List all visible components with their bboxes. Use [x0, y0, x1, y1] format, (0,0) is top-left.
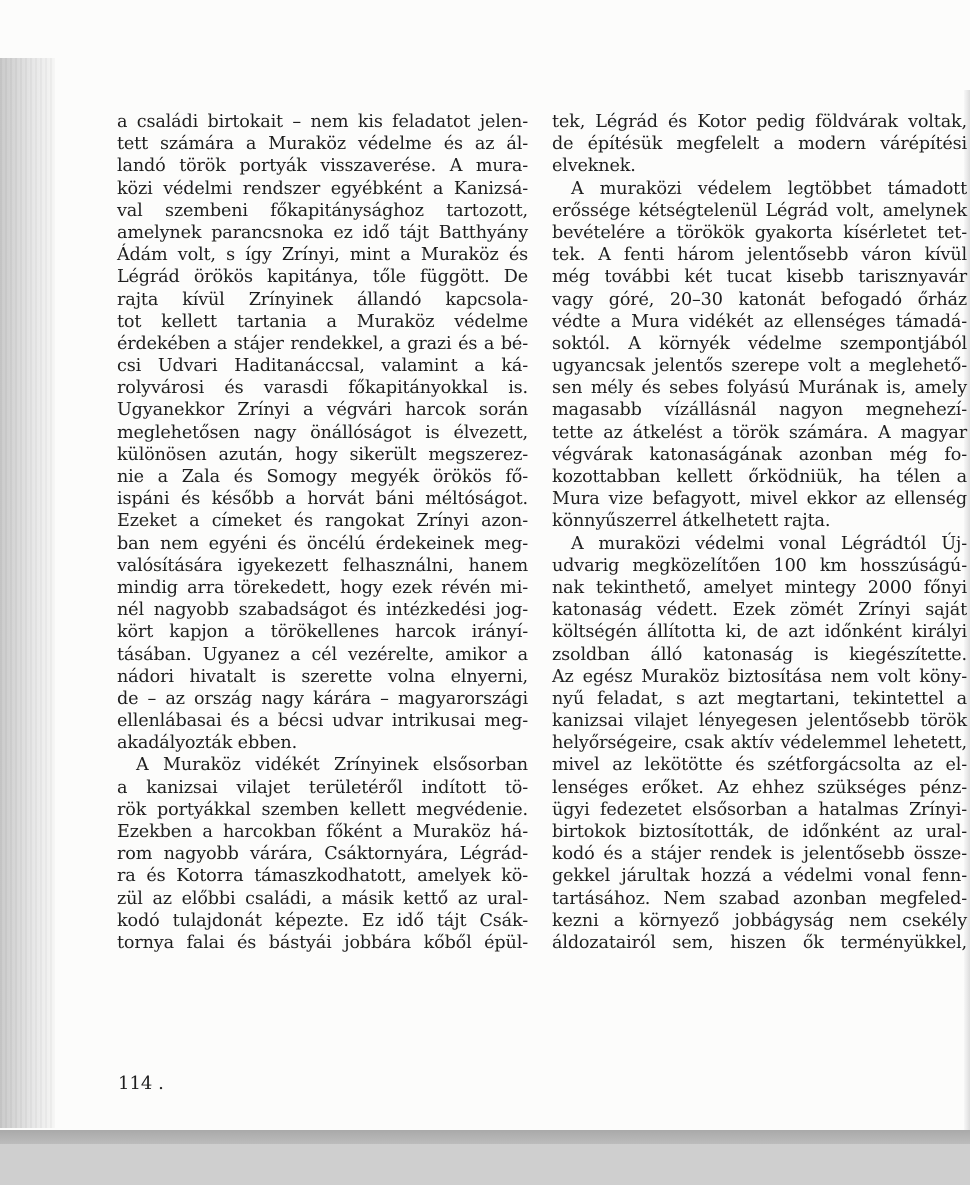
text-line: katonaság védett. Ezek zömét Zrínyi saját: [552, 600, 967, 621]
text-line: A muraközi védelmi vonal Légrádtól Új-: [571, 533, 967, 554]
text-line: könnyűszerrel átkelhetett rajta.: [552, 511, 831, 532]
text-line: mivel az lekötötte és szétforgácsolta az el-: [552, 755, 967, 776]
text-line: kezni a környező jobbágyság nem csekély: [552, 910, 967, 931]
text-line: ban nem egyéni és öncélú érdekeinek meg-: [117, 533, 528, 554]
text-line: nyű feladat, s azt megtartani, tekintettel a: [552, 688, 967, 709]
text-line: birtokok biztosították, de időnként az ural-: [552, 822, 967, 842]
text-line: nádori hivatalt is szerette volna elnyerni,: [117, 666, 528, 687]
text-line: tásában. Ugyanez a cél vezérelte, amikor a: [117, 644, 528, 665]
text-line: közi védelmi rendszer egyébként a Kanizsá-: [117, 178, 528, 199]
text-line: Ugyanekkor Zrínyi a végvári harcok során: [117, 400, 528, 421]
text-line: zül az előbbi családi, a másik kettő az ural-: [117, 888, 528, 909]
text-line: nie a Zala és Somogy megyék örökös fő-: [117, 467, 528, 487]
text-line: lenséges erőket. Az ehhez szükséges pénz-: [552, 777, 967, 798]
text-line: kört kapjon a törökellenes harcok irányí-: [117, 622, 528, 643]
text-line: ugyancsak jelentős szerepe volt a meglehető-: [552, 356, 967, 377]
text-line: Ezeket a címeket és rangokat Zrínyi azon-: [117, 511, 528, 532]
text-line: rolyvárosi és varasdi főkapitányokkal is.: [117, 378, 528, 399]
text-line: rök portyákkal szemben kellett megvédenie.: [117, 799, 528, 820]
text-line: kozottabban kellett őrködniük, ha télen a: [552, 467, 967, 487]
text-line: magasabb vízállásnál nagyon megnehezí-: [552, 400, 967, 421]
text-line: érdekében a stájer rendekkel, a grazi és a bé-: [117, 333, 528, 354]
text-line: tett számára a Muraköz védelme és az ál-: [117, 134, 528, 155]
text-line: tek, Légrád és Kotor pedig földvárak voltak,: [552, 112, 967, 132]
text-line: Légrád örökös kapitánya, tőle függött. De: [117, 267, 528, 288]
text-line: ra és Kotorra támaszkodhatott, amelyek kö-: [117, 866, 528, 887]
scan-bottom-edge: [0, 1130, 970, 1185]
text-line: áldozatairól sem, hiszen ők terményükkel,: [552, 932, 967, 953]
text-line: még további két tucat kisebb tarisznyavár: [552, 267, 967, 288]
text-line: végvárak katonaságának azonban még fo-: [552, 444, 967, 465]
text-line: tornya falai és bástyái jobbára kőből épül-: [117, 932, 528, 953]
text-line: A muraközi védelem legtöbbet támadott: [571, 178, 967, 199]
text-line: akadályozták ebben.: [117, 733, 298, 754]
text-line: erőssége kétségtelenül Légrád volt, amelynek: [552, 200, 967, 221]
text-line: landó török portyák visszaverése. A mura-: [117, 156, 528, 177]
text-line: vagy góré, 20–30 katonát befogadó őrház: [552, 289, 967, 310]
text-line: mindig arra törekedett, hogy ezek révén mi-: [117, 577, 528, 598]
text-line: de – az ország nagy kárára – magyarországi: [117, 688, 528, 709]
text-line: kodó és a stájer rendek is jelentősebb össze-: [552, 844, 967, 865]
text-line: tette az átkelést a török számára. A magyar: [552, 422, 967, 443]
left-text-column: [117, 111, 528, 954]
text-line: sen mély és sebes folyású Murának is, amely: [552, 378, 967, 399]
book-spine-shadow: [0, 58, 55, 1128]
text-line: nél nagyobb szabadságot és intézkedési jog-: [117, 600, 528, 621]
text-line: védte a Mura vidékét az ellenséges támadá-: [552, 311, 967, 332]
text-line: kodó tulajdonát képezte. Ez idő tájt Csák-: [117, 910, 528, 931]
text-line: tek. A fenti három jelentősebb váron kívül: [552, 245, 967, 266]
text-line: nak tekinthető, amelyet mintegy 2000 főnyi: [552, 577, 967, 598]
text-line: különösen azután, hogy sikerült megszerez-: [117, 444, 528, 465]
page-number: 114 .: [118, 1073, 164, 1094]
right-text-column: [552, 111, 967, 954]
text-line: költségén állította ki, de azt időnként királyi: [552, 622, 967, 643]
text-line: Az egész Muraköz biztosítása nem volt köny-: [552, 666, 967, 687]
text-line: val szembeni főkapitánysághoz tartozott,: [117, 200, 528, 221]
text-line: bevételére a törökök gyakorta kísérletet tet-: [552, 222, 967, 243]
text-line: zsoldban álló katonaság is kiegészítette.: [552, 644, 967, 665]
text-line: kanizsai vilajet lényegesen jelentősebb török: [552, 711, 967, 732]
text-line: gekkel járultak hozzá a védelmi vonal fenn-: [552, 866, 967, 887]
text-line: a családi birtokait – nem kis feladatot jelen-: [117, 112, 528, 132]
text-line: Ádám volt, s így Zrínyi, mint a Muraköz és: [117, 245, 528, 266]
text-line: ellenlábasai és a bécsi udvar intrikusai meg-: [117, 711, 528, 732]
text-line: tot kellett tartania a Muraköz védelme: [117, 311, 528, 332]
text-line: soktól. A környék védelme szempontjából: [552, 333, 967, 354]
text-line: helyőrségeire, csak aktív védelemmel lehetett,: [552, 733, 967, 754]
text-line: Mura vize befagyott, mivel ekkor az ellenség: [552, 489, 967, 510]
text-line: rajta kívül Zrínyinek állandó kapcsola-: [117, 289, 528, 310]
text-line: udvarig megközelítően 100 km hosszúságú-: [552, 555, 967, 576]
text-line: valósítására igyekezett felhasználni, hanem: [117, 555, 528, 576]
text-line: meglehetősen nagy önállóságot is élvezett,: [117, 422, 528, 443]
text-line: tartásához. Nem szabad azonban megfeled-: [552, 888, 967, 909]
text-line: rom nagyobb várára, Csáktornyára, Légrád-: [117, 844, 528, 865]
text-line: a kanizsai vilajet területéről indított tö-: [117, 777, 528, 798]
text-line: ispáni és később a horvát báni méltóságot.: [117, 489, 528, 510]
text-line: de építésük megfelelt a modern várépítési: [552, 134, 967, 155]
text-line: csi Udvari Haditanáccsal, valamint a ká-: [117, 356, 528, 377]
text-line: A Muraköz vidékét Zrínyinek elsősorban: [136, 755, 528, 776]
text-line: elveknek.: [552, 156, 636, 177]
text-line: amelynek parancsnoka ez idő tájt Batthyány: [117, 222, 528, 243]
text-line: Ezekben a harcokban főként a Muraköz há-: [117, 822, 528, 842]
text-line: ügyi fedezetet elsősorban a hatalmas Zrínyi-: [552, 799, 967, 820]
